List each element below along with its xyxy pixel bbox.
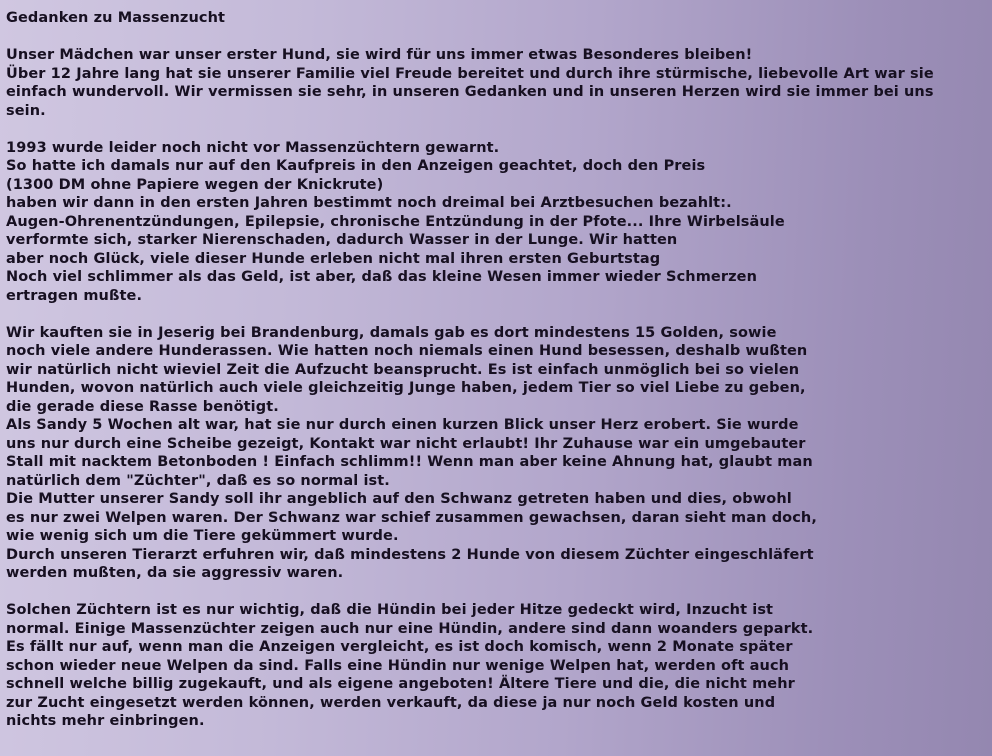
text-line: Wir kauften sie in Jeserig bei Brandenburg, damals gab es dort mindestens 15 Golden, sowie	[6, 324, 777, 341]
text-line: sein.	[6, 102, 46, 119]
text-line: nichts mehr einbringen.	[6, 713, 205, 729]
text-line: So hatte ich damals nur auf den Kaufpreis in den Anzeigen geachtet, doch den Preis	[6, 158, 706, 174]
text-line: natürlich dem "Züchter", daß es so normal ist.	[6, 472, 390, 489]
text-line: einfach wundervoll. Wir vermissen sie sehr, in unseren Gedanken und in unseren Herzen wird sie immer bei uns	[6, 84, 934, 100]
paragraph	[6, 601, 988, 731]
text-line: aber noch Glück, viele dieser Hunde erleben nicht mal ihren ersten Geburtstag	[6, 250, 661, 267]
text-line: es nur zwei Welpen waren. Der Schwanz war schief zusammen gewachsen, daran sieht man doch,	[6, 509, 817, 526]
paragraph	[6, 139, 988, 306]
text-line: verformte sich, starker Nierenschaden, dadurch Wasser in der Lunge. Wir hatten	[6, 232, 678, 248]
text-line: uns nur durch eine Scheibe gezeigt, Kontakt war nicht erlaubt! Ihr Zuhause war ein umgebauter	[6, 435, 806, 452]
text-line: Noch viel schlimmer als das Geld, ist aber, daß das kleine Wesen immer wieder Schmerzen	[6, 269, 757, 285]
text-line: Es fällt nur auf, wenn man die Anzeigen vergleicht, es ist doch komisch, wenn 2 Monate später	[6, 639, 793, 655]
text-line: Die Mutter unserer Sandy soll ihr angeblich auf den Schwanz getreten haben und dies, obwohl	[6, 491, 792, 507]
text-line: Hunden, wovon natürlich auch viele gleichzeitig Junge haben, jedem Tier so viel Liebe zu geben,	[6, 380, 806, 396]
text-line: Augen-Ohrenentzündungen, Epilepsie, chronische Entzündung in der Pfote... Ihre Wirbelsäule	[6, 213, 785, 230]
paragraph	[6, 46, 988, 120]
text-line: haben wir dann in den ersten Jahren bestimmt noch dreimal bei Arztbesuchen bezahlt:.	[6, 195, 732, 211]
text-line: normal. Einige Massenzüchter zeigen auch nur eine Hündin, andere sind dann woanders geparkt.	[6, 620, 814, 637]
text-line: Über 12 Jahre lang hat sie unserer Familie viel Freude bereitet und durch ihre stürmische, liebevolle Art war sie	[6, 65, 934, 82]
document-body	[6, 46, 988, 731]
text-line: die gerade diese Rasse benötigt.	[6, 398, 279, 415]
text-line: schnell welche billig zugekauft, und als eigene angeboten! Ältere Tiere und die, die nicht mehr	[6, 676, 795, 692]
text-line: noch viele andere Hunderassen. Wie hatten noch niemals einen Hund besessen, deshalb wußten	[6, 343, 808, 359]
text-line: wir natürlich nicht wieviel Zeit die Aufzucht beansprucht. Es ist einfach unmöglich bei so vielen	[6, 361, 800, 378]
text-line: werden mußten, da sie aggressiv waren.	[6, 565, 344, 581]
text-line: Solchen Züchtern ist es nur wichtig, daß die Hündin bei jeder Hitze gedeckt wird, Inzucht ist	[6, 602, 774, 618]
text-line: Durch unseren Tierarzt erfuhren wir, daß mindestens 2 Hunde von diesem Züchter eingeschläfert	[6, 546, 814, 563]
text-line: wie wenig sich um die Tiere gekümmert wurde.	[6, 528, 399, 544]
text-line: zur Zucht eingesetzt werden können, werden verkauft, da diese ja nur noch Geld kosten und	[6, 694, 776, 711]
text-line: ertragen mußte.	[6, 287, 143, 304]
paragraph	[6, 324, 988, 583]
text-line: Als Sandy 5 Wochen alt war, hat sie nur durch einen kurzen Blick unser Herz erobert. Sie wurde	[6, 417, 799, 433]
text-line: 1993 wurde leider noch nicht vor Massenzüchtern gewarnt.	[6, 139, 500, 156]
page-title: Gedanken zu Massenzucht	[6, 10, 226, 26]
text-line: (1300 DM ohne Papiere wegen der Knickrute)	[6, 176, 384, 193]
text-line: schon wieder neue Welpen da sind. Falls eine Hündin nur wenige Welpen hat, werden oft auch	[6, 657, 790, 674]
text-line: Stall mit nacktem Betonboden ! Einfach schlimm!! Wenn man aber keine Ahnung hat, glaubt man	[6, 454, 813, 470]
text-line: Unser Mädchen war unser erster Hund, sie wird für uns immer etwas Besonderes bleiben!	[6, 47, 753, 63]
